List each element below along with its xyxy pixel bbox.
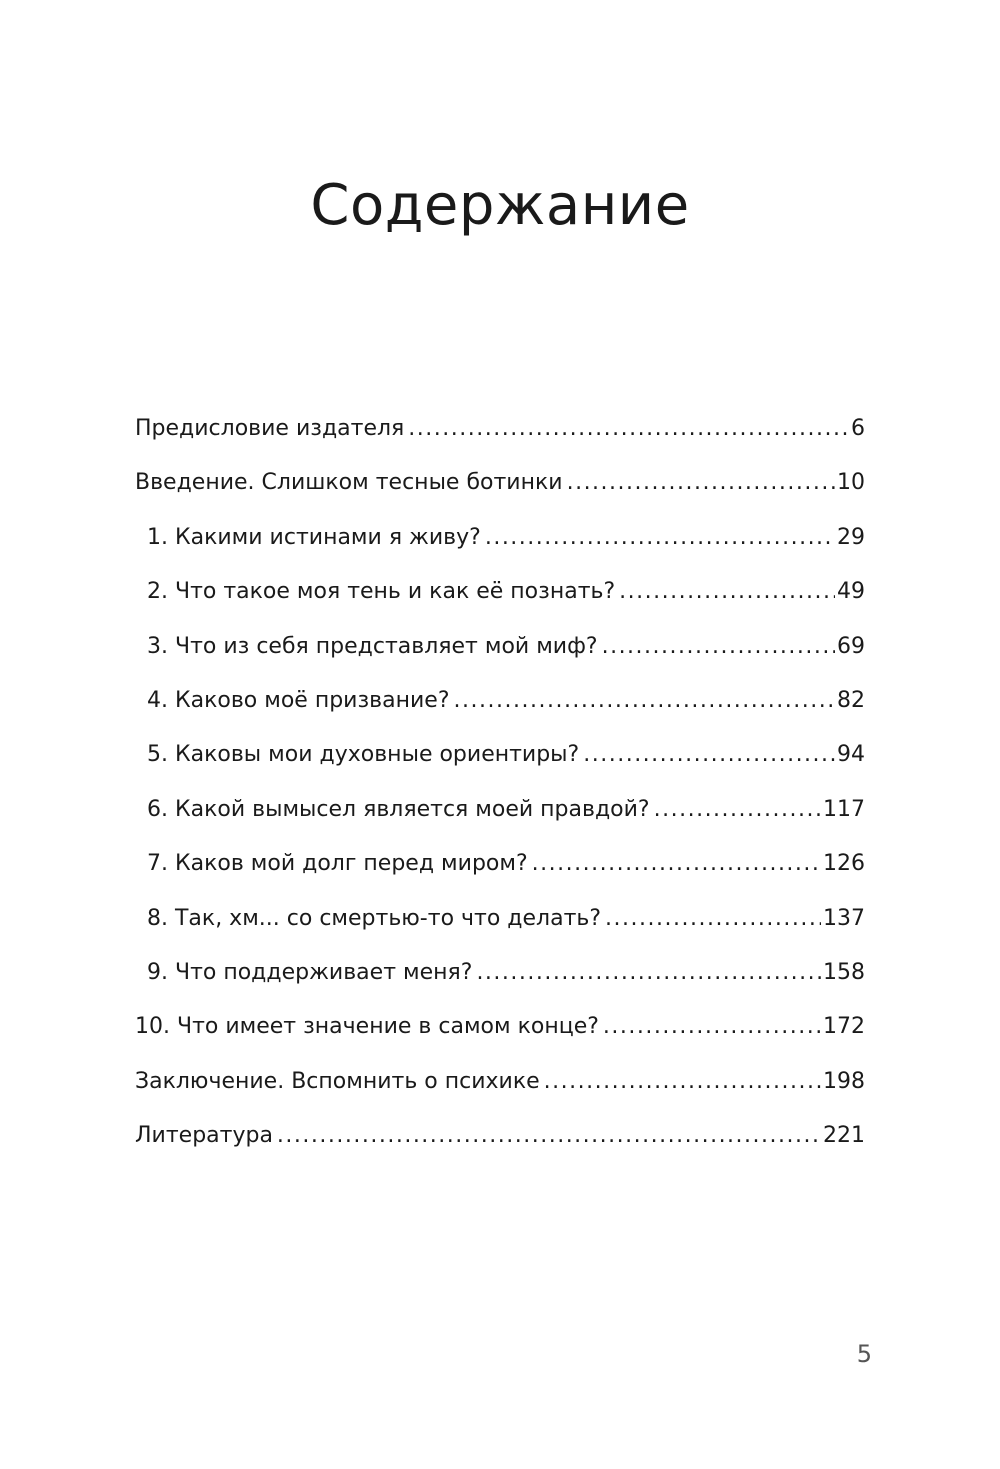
toc-leader-dots <box>654 799 821 821</box>
toc-entry-page: 94 <box>837 742 865 768</box>
toc-entry-label: 10. Что имеет значение в самом конце? <box>135 1014 599 1040</box>
toc-leader-dots <box>476 962 821 984</box>
toc-entry-chapter-8[interactable] <box>135 905 865 962</box>
toc-entry-label: 5. Каковы мои духовные ориентиры? <box>147 742 580 768</box>
toc-entry-page: 82 <box>837 687 865 713</box>
toc-entry-chapter-6[interactable] <box>135 796 865 853</box>
toc-entry-literature[interactable] <box>135 1125 865 1179</box>
toc-entry-label: 4. Каково моё призвание? <box>147 687 450 713</box>
toc-entry-page: 117 <box>823 796 865 822</box>
toc-entry-label: 1. Какими истинами я живу? <box>147 524 481 550</box>
toc-entry-chapter-2[interactable] <box>135 581 865 635</box>
toc-entry-preface[interactable] <box>135 418 865 472</box>
toc-entry-chapter-5[interactable] <box>135 744 865 798</box>
toc-entry-page: 198 <box>823 1068 865 1094</box>
table-of-contents <box>135 418 865 1179</box>
toc-entry-label: 9. Что поддерживает меня? <box>147 959 473 985</box>
toc-entry-page: 69 <box>837 633 865 659</box>
toc-entry-label: 3. Что из себя представляет мой миф? <box>147 633 598 659</box>
toc-leader-dots <box>605 908 821 930</box>
page-title: Содержание <box>310 173 690 238</box>
toc-entry-page: 221 <box>823 1123 865 1149</box>
toc-entry-page: 172 <box>823 1014 865 1040</box>
toc-leader-dots <box>408 418 849 440</box>
toc-entry-page: 49 <box>837 579 865 605</box>
page-number: 5 <box>856 1340 872 1368</box>
toc-entry-label: 2. Что такое моя тень и как её познать? <box>147 579 616 605</box>
toc-entry-label: 6. Какой вымысел является моей правдой? <box>147 796 650 822</box>
toc-entry-chapter-4[interactable] <box>135 687 865 744</box>
toc-leader-dots <box>619 581 835 603</box>
toc-entry-chapter-9[interactable] <box>135 959 865 1016</box>
toc-entry-page: 158 <box>823 959 865 985</box>
toc-entry-label: Заключение. Вспомнить о психике <box>135 1068 540 1094</box>
toc-leader-dots <box>602 636 835 658</box>
toc-entry-label: Предисловие издателя <box>135 416 405 441</box>
toc-entry-chapter-7[interactable] <box>135 853 865 907</box>
toc-leader-dots <box>583 744 835 766</box>
toc-entry-page: 29 <box>837 524 865 550</box>
toc-entry-conclusion[interactable] <box>135 1068 865 1125</box>
toc-entry-chapter-10[interactable] <box>135 1016 865 1070</box>
toc-leader-dots <box>485 527 835 549</box>
toc-leader-dots <box>454 690 835 712</box>
toc-leader-dots <box>532 853 821 875</box>
toc-leader-dots <box>567 472 835 494</box>
toc-entry-label: 8. Так, хм... со смертью-то что делать? <box>147 905 602 931</box>
toc-leader-dots <box>277 1125 821 1147</box>
toc-entry-label: Литература <box>135 1123 273 1149</box>
toc-entry-introduction[interactable] <box>135 472 865 526</box>
toc-entry-chapter-1[interactable] <box>135 524 865 581</box>
toc-entry-page: 6 <box>851 416 865 441</box>
toc-entry-label: 7. Каков мой долг перед миром? <box>147 851 528 877</box>
toc-leader-dots <box>603 1016 821 1038</box>
toc-entry-page: 126 <box>823 851 865 877</box>
toc-entry-page: 137 <box>823 905 865 931</box>
toc-entry-page: 10 <box>837 470 865 496</box>
toc-leader-dots <box>544 1071 821 1093</box>
toc-entry-label: Введение. Слишком тесные ботинки <box>135 470 563 496</box>
toc-entry-chapter-3[interactable] <box>135 633 865 690</box>
